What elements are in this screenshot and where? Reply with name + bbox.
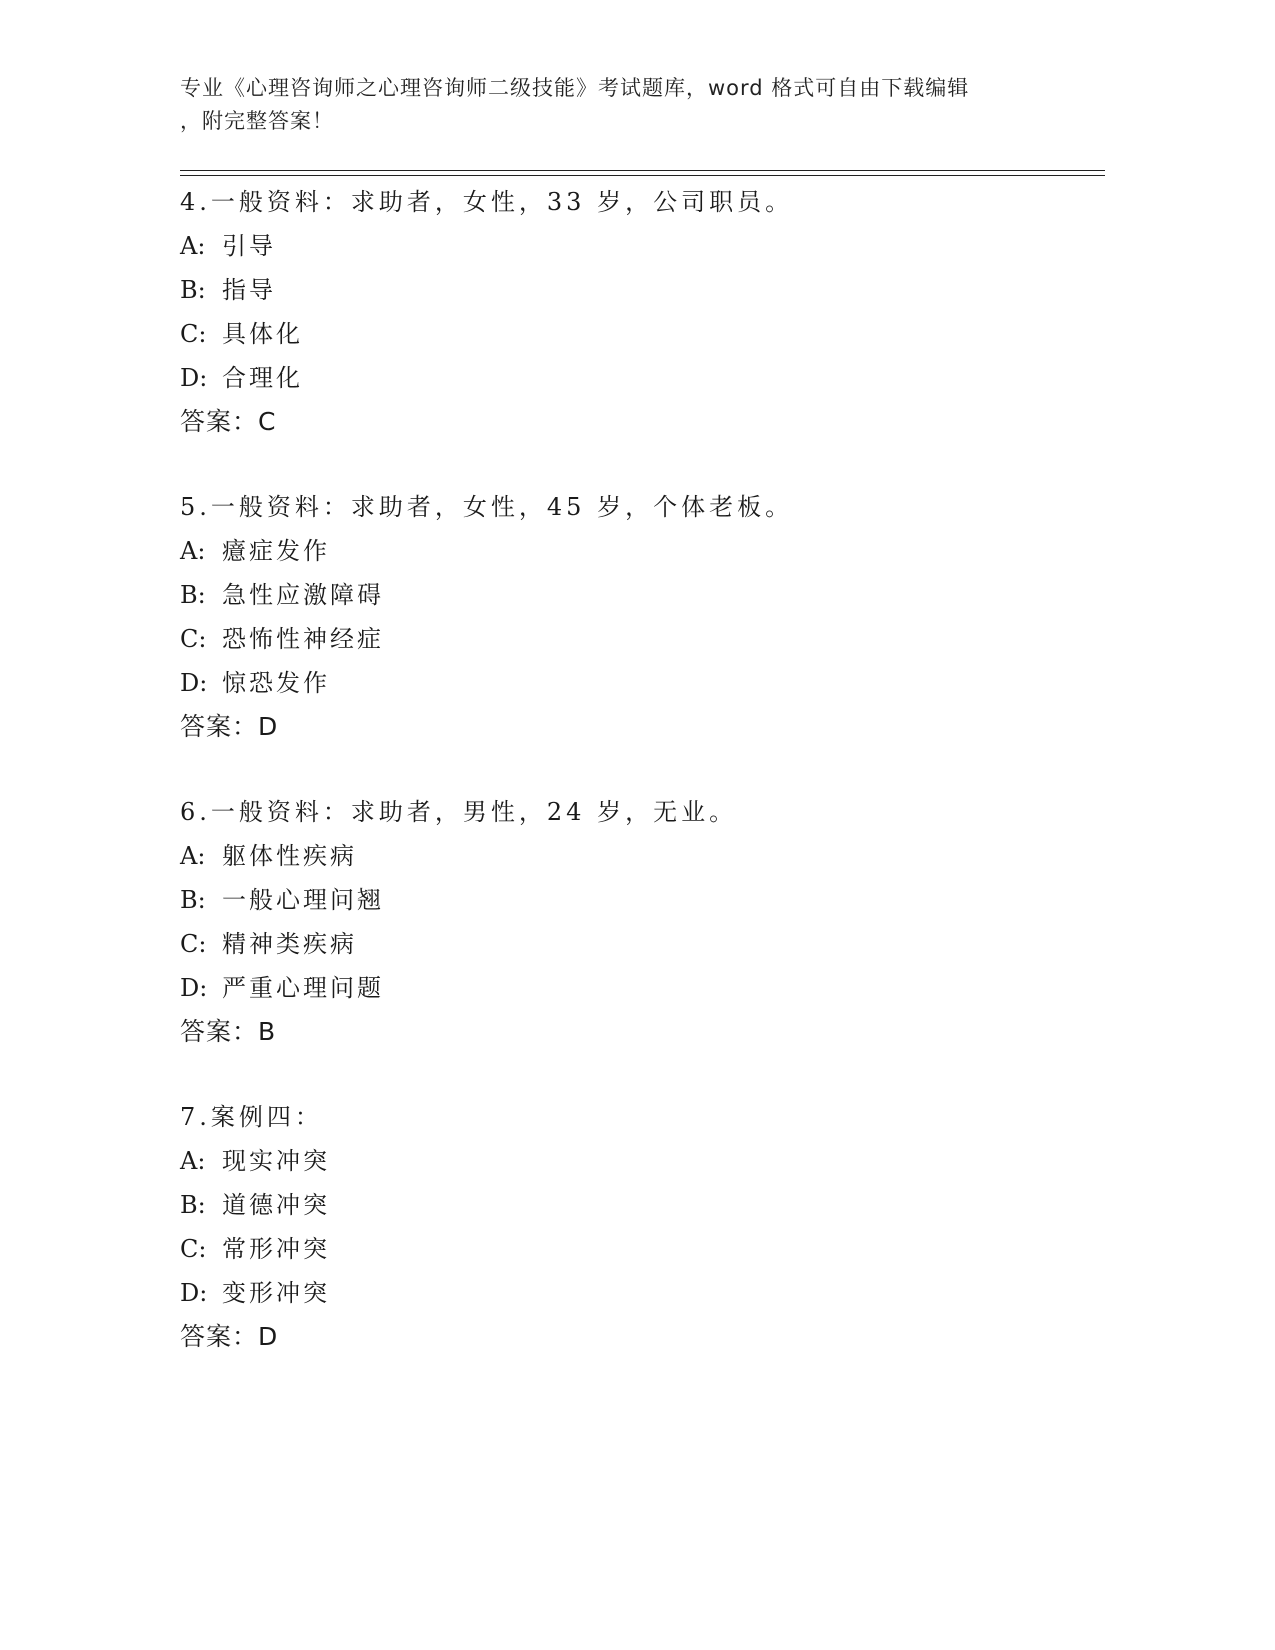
option-text: 现实冲突: [222, 1147, 330, 1175]
option-d: [180, 661, 1080, 705]
option-c: [180, 312, 1080, 356]
option-text: 惊恐发作: [222, 669, 330, 697]
option-key: B:: [180, 886, 206, 914]
option-d: [180, 1271, 1080, 1315]
option-text: 精神类疾病: [222, 930, 357, 958]
option-b: [180, 573, 1080, 617]
option-c: [180, 922, 1080, 966]
option-key: D:: [180, 364, 208, 392]
option-a: [180, 224, 1080, 268]
option-key: A:: [180, 1147, 206, 1175]
document-header: [180, 72, 1040, 138]
option-text: 急性应激障碍: [222, 581, 384, 609]
option-d: [180, 356, 1080, 400]
question-stem: 4.一般资料：求助者，女性，33 岁，公司职员。: [180, 188, 794, 216]
question-stem: 5.一般资料：求助者，女性，45 岁，个体老板。: [180, 493, 794, 521]
answer-line: 答案：D: [180, 1322, 279, 1351]
option-key: B:: [180, 276, 206, 304]
option-c: [180, 1227, 1080, 1271]
option-key: B:: [180, 1191, 206, 1219]
option-c: [180, 617, 1080, 661]
option-key: B:: [180, 581, 206, 609]
option-key: D:: [180, 974, 208, 1002]
header-line-2: ，附完整答案！: [180, 109, 334, 133]
answer-line: 答案：D: [180, 712, 279, 741]
question-block: [180, 790, 1080, 1054]
option-key: A:: [180, 842, 206, 870]
question-block: [180, 1095, 1080, 1359]
option-text: 一般心理问翘: [222, 886, 384, 914]
option-text: 变形冲突: [222, 1279, 330, 1307]
option-key: D:: [180, 1279, 208, 1307]
option-text: 恐怖性神经症: [222, 625, 384, 653]
option-a: [180, 1139, 1080, 1183]
option-d: [180, 966, 1080, 1010]
option-text: 引导: [222, 232, 276, 260]
option-key: C:: [180, 930, 207, 958]
option-text: 合理化: [222, 364, 303, 392]
option-key: A:: [180, 232, 206, 260]
header-line-1: 专业《心理咨询师之心理咨询师二级技能》考试题库，word 格式可自由下载编辑: [180, 76, 970, 100]
option-key: C:: [180, 1235, 207, 1263]
option-a: [180, 834, 1080, 878]
option-key: D:: [180, 669, 208, 697]
option-key: A:: [180, 537, 206, 565]
option-text: 躯体性疾病: [222, 842, 357, 870]
header-divider-bottom: [180, 175, 1105, 176]
option-text: 具体化: [222, 320, 303, 348]
question-block: [180, 485, 1080, 749]
option-a: [180, 529, 1080, 573]
question-stem: 7.案例四：: [180, 1103, 323, 1131]
option-text: 道德冲突: [222, 1191, 330, 1219]
question-stem: 6.一般资料：求助者，男性，24 岁，无业。: [180, 798, 738, 826]
option-key: C:: [180, 625, 207, 653]
question-block: [180, 180, 1080, 444]
answer-line: 答案：B: [180, 1017, 277, 1046]
option-text: 严重心理问题: [222, 974, 384, 1002]
header-divider-top: [180, 170, 1105, 171]
option-key: C:: [180, 320, 207, 348]
option-text: 常形冲突: [222, 1235, 330, 1263]
option-b: [180, 1183, 1080, 1227]
option-b: [180, 878, 1080, 922]
option-text: 癔症发作: [222, 537, 330, 565]
answer-line: 答案：C: [180, 407, 277, 436]
option-b: [180, 268, 1080, 312]
option-text: 指导: [222, 276, 276, 304]
